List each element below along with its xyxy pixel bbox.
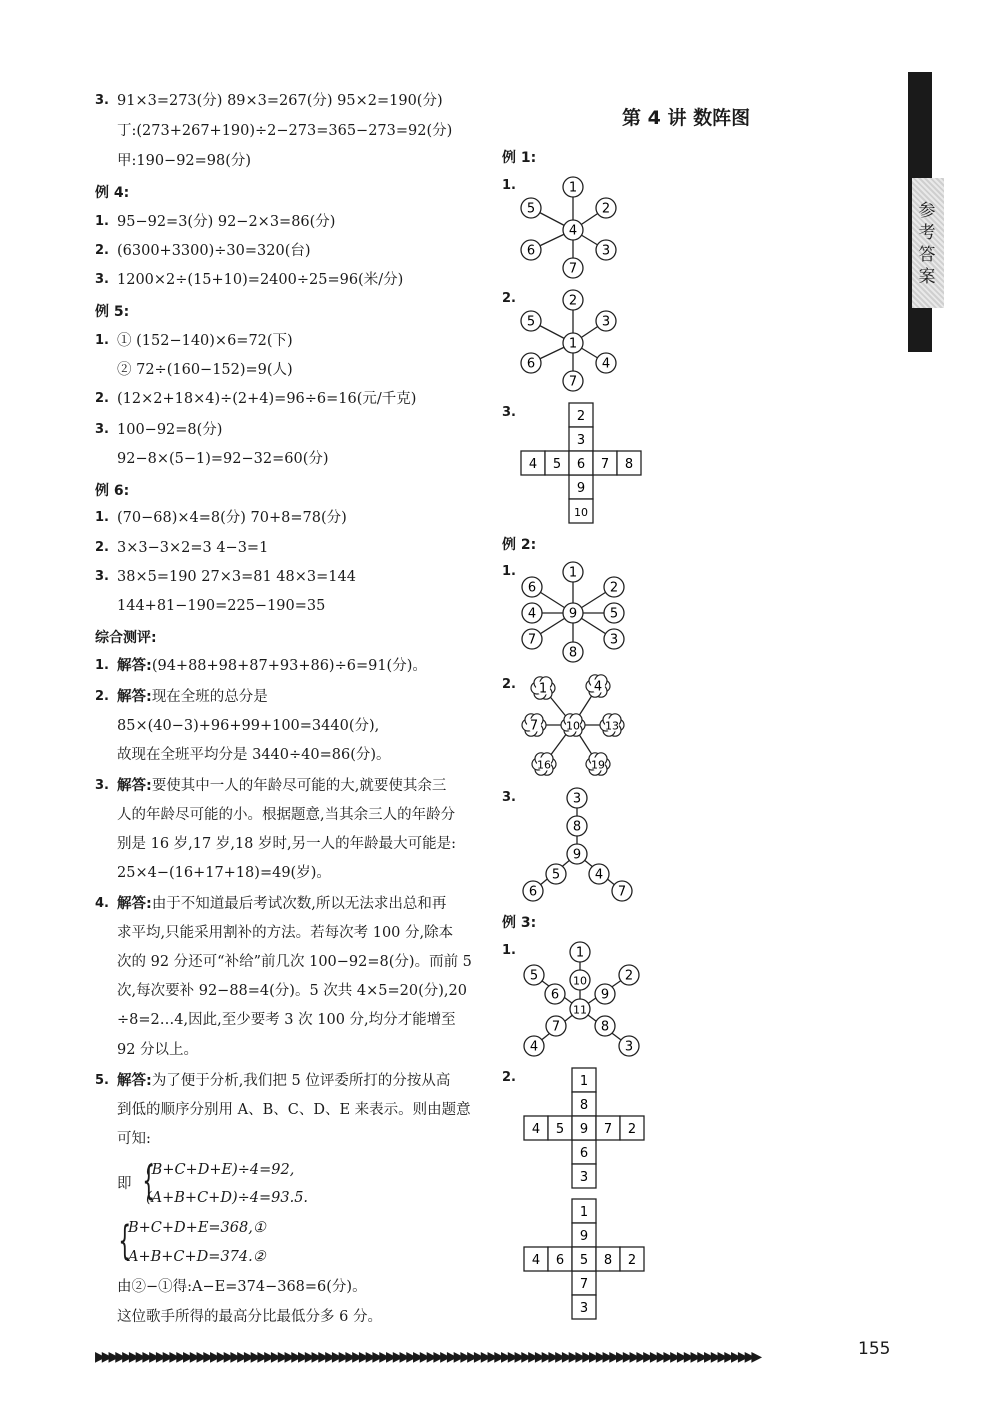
answer-text: 92 分以上。: [117, 1042, 199, 1058]
number-label: 6: [579, 1146, 589, 1161]
number-label: 10: [566, 719, 580, 733]
answer-text: 要使其中一人的年龄尽可能的大,就要使其余三: [151, 778, 447, 794]
footer-arrow-bar: ▶▶▶▶▶▶▶▶▶▶▶▶▶▶▶▶▶▶▶▶▶▶▶▶▶▶▶▶▶▶▶▶▶▶▶▶▶▶▶▶▶▶▶▶▶▶▶▶▶▶▶▶▶▶▶▶▶▶▶▶▶▶▶▶▶▶▶▶▶▶▶▶▶▶▶▶▶▶▶▶▶▶▶▶▶▶▶▶▶▶▶▶▶▶▶▶▶▶: [95, 1350, 759, 1364]
answer-text: (6300+3300)÷30=320(台): [117, 243, 311, 259]
brace-2: {: [118, 1218, 132, 1264]
number-label: 5: [552, 457, 562, 472]
number-label: 4: [601, 356, 611, 372]
number-label: 3: [601, 243, 611, 259]
answer-text: 即: [117, 1176, 132, 1192]
number-label: 7: [579, 1277, 589, 1292]
answer-keyword: 解答:: [117, 1073, 152, 1089]
number-label: 9: [568, 606, 578, 622]
number-label: 6: [555, 1253, 565, 1268]
number-label: 6: [527, 580, 537, 596]
number-label: 1: [579, 1205, 589, 1220]
answer-text: 甲:190−92=98(分): [117, 153, 252, 169]
number-label: 3: [624, 1039, 634, 1055]
item-number: 1.: [95, 510, 109, 525]
number-label: 6: [576, 457, 586, 472]
number-label: 4: [527, 606, 537, 622]
number-label: 2: [568, 293, 578, 309]
number-label: 3: [601, 314, 611, 330]
answer-text: ② 72÷(160−152)=9(人): [117, 362, 293, 378]
number-label: 5: [551, 867, 561, 883]
number-label: 4: [528, 457, 538, 472]
item-number: 1.: [95, 333, 109, 348]
number-label: 8: [624, 457, 634, 472]
number-label: 8: [603, 1253, 613, 1268]
page-number: 155: [858, 1339, 891, 1359]
answer-text: 38×5=190 27×3=81 48×3=144: [117, 569, 356, 585]
item-number: 3.: [95, 93, 109, 108]
answer-text: ÷8=2…4,因此,至少要考 3 次 100 分,均分才能增至: [117, 1012, 456, 1028]
ex1-item3-label: 3.: [502, 405, 516, 420]
number-label: 1: [538, 681, 548, 697]
number-label: 7: [568, 374, 578, 390]
number-label: 3: [572, 791, 582, 807]
section-heading: 例 5:: [95, 304, 130, 320]
answer-text: (12×2+18×4)÷(2+4)=96÷6=16(元/千克): [117, 391, 417, 407]
answer-text: 由于不知道最后考试次数,所以无法求出总和再: [151, 896, 447, 912]
number-label: 11: [573, 1003, 587, 1017]
number-label: 7: [551, 1019, 561, 1035]
number-label: 10: [573, 974, 587, 988]
ex3-item2-label: 2.: [502, 1070, 516, 1085]
system1-line2: (A+B+C+D)÷4=93.5.: [146, 1190, 309, 1206]
number-label: 5: [526, 201, 536, 217]
answer-text: 人的年龄尽可能的小。根据题意,当其余三人的年龄分: [117, 807, 456, 823]
answer-text: (94+88+98+87+93+86)÷6=91(分)。: [151, 658, 427, 674]
answer-text: 现在全班的总分是: [151, 689, 268, 705]
number-label: 6: [550, 987, 560, 1003]
number-label: 3: [579, 1170, 589, 1185]
number-label: 9: [600, 987, 610, 1003]
answer-text: 由②−①得:A−E=374−368=6(分)。: [117, 1279, 367, 1295]
ex3-item1-label: 1.: [502, 943, 516, 958]
example-2-heading: 例 2:: [502, 537, 537, 553]
answer-text: 144+81−190=225−190=35: [117, 598, 326, 614]
number-label: 5: [529, 968, 539, 984]
section-heading: 例 6:: [95, 483, 130, 499]
number-label: 9: [572, 847, 582, 863]
number-label: 5: [555, 1122, 565, 1137]
item-number: 2.: [95, 689, 109, 704]
item-number: 2.: [95, 391, 109, 406]
example-3-heading: 例 3:: [502, 915, 537, 931]
answer-text: 1200×2÷(15+10)=2400÷25=96(米/分): [117, 272, 404, 288]
ex2-item2-label: 2.: [502, 677, 516, 692]
number-label: 2: [627, 1253, 637, 1268]
number-label: 8: [572, 819, 582, 835]
number-label: 1: [575, 945, 585, 961]
number-label: 6: [526, 243, 536, 259]
example-1-heading: 例 1:: [502, 150, 537, 166]
number-label: 1: [568, 336, 578, 352]
number-label: 2: [576, 409, 586, 424]
item-number: 2.: [95, 540, 109, 555]
number-label: 9: [579, 1229, 589, 1244]
number-label: 3: [576, 433, 586, 448]
answer-text: 到低的顺序分别用 A、B、C、D、E 来表示。则由题意: [117, 1102, 471, 1118]
item-number: 3.: [95, 778, 109, 793]
number-label: 4: [594, 867, 604, 883]
number-label: 5: [579, 1253, 589, 1268]
answer-text: 丁:(273+267+190)÷2−273=365−273=92(分): [117, 123, 453, 139]
number-label: 7: [568, 261, 578, 277]
item-number: 1.: [95, 214, 109, 229]
number-label: 2: [609, 580, 619, 596]
number-label: 9: [576, 481, 586, 496]
item-number: 3.: [95, 422, 109, 437]
item-number: 5.: [95, 1073, 109, 1088]
answer-text: 100−92=8(分): [117, 422, 223, 438]
answer-text: 95−92=3(分) 92−2×3=86(分): [117, 214, 336, 230]
answer-text: 这位歌手所得的最高分比最低分多 6 分。: [117, 1309, 382, 1325]
system2-line1: B+C+D+E=368,①: [128, 1220, 266, 1236]
number-label: 10: [574, 506, 588, 519]
item-number: 3.: [95, 272, 109, 287]
item-number: 1.: [95, 658, 109, 673]
number-label: 4: [529, 1039, 539, 1055]
item-number: 2.: [95, 243, 109, 258]
section-heading: 例 4:: [95, 185, 130, 201]
answer-text: 求平均,只能采用割补的方法。若每次考 100 分,除本: [117, 925, 454, 941]
number-label: 7: [527, 632, 537, 648]
answer-text: 85×(40−3)+96+99+100=3440(分),: [117, 718, 380, 734]
number-label: 16: [537, 758, 551, 772]
number-label: 2: [627, 1122, 637, 1137]
answer-text: 别是 16 岁,17 岁,18 岁时,另一人的年龄最大可能是:: [117, 836, 456, 852]
answer-text: 25×4−(16+17+18)=49(岁)。: [117, 865, 331, 881]
number-label: 19: [591, 758, 605, 772]
number-label: 4: [568, 223, 578, 239]
number-label: 1: [579, 1074, 589, 1089]
number-label: 1: [568, 565, 578, 581]
item-number: 3.: [95, 569, 109, 584]
item-number: 4.: [95, 896, 109, 911]
answer-keyword: 解答:: [117, 689, 152, 705]
number-label: 5: [609, 606, 619, 622]
answer-text: 为了便于分析,我们把 5 位评委所打的分按从高: [151, 1073, 451, 1089]
number-label: 6: [526, 356, 536, 372]
number-label: 5: [526, 314, 536, 330]
answer-keyword: 解答:: [117, 778, 152, 794]
ex2-item1-label: 1.: [502, 564, 516, 579]
answer-keyword: 解答:: [117, 896, 152, 912]
answer-text: 次,每次要补 92−88=4(分)。5 次共 4×5=20(分),20: [117, 983, 467, 999]
number-label: 4: [531, 1253, 541, 1268]
ex1-item1-label: 1.: [502, 178, 516, 193]
answer-text: ① (152−140)×6=72(下): [117, 333, 293, 349]
section-heading: 综合测评:: [95, 630, 157, 646]
answer-text: 91×3=273(分) 89×3=267(分) 95×2=190(分): [117, 93, 443, 109]
number-label: 4: [593, 679, 603, 695]
number-label: 7: [617, 884, 627, 900]
answer-text: 3×3−3×2=3 4−3=1: [117, 540, 269, 556]
number-label: 7: [600, 457, 610, 472]
answer-text: 故现在全班平均分是 3440÷40=86(分)。: [117, 747, 391, 763]
number-label: 13: [605, 719, 619, 733]
system1-line1: (B+C+D+E)÷4=92,: [146, 1162, 295, 1178]
number-label: 4: [531, 1122, 541, 1137]
number-label: 2: [624, 968, 634, 984]
number-label: 7: [603, 1122, 613, 1137]
number-label: 8: [579, 1098, 589, 1113]
number-label: 8: [568, 645, 578, 661]
ex1-item2-label: 2.: [502, 291, 516, 306]
system2-line2: A+B+C+D=374.②: [128, 1249, 266, 1265]
number-label: 6: [528, 884, 538, 900]
number-label: 1: [568, 180, 578, 196]
number-label: 9: [579, 1122, 589, 1137]
side-tab-label: 参 考 答 案: [918, 201, 936, 287]
number-label: 8: [600, 1019, 610, 1035]
answer-keyword: 解答:: [117, 658, 152, 674]
number-label: 3: [609, 632, 619, 648]
answer-text: 92−8×(5−1)=92−32=60(分): [117, 451, 329, 467]
answer-text: 可知:: [117, 1131, 151, 1147]
number-label: 2: [601, 201, 611, 217]
answer-text: 次的 92 分还可“补给”前几次 100−92=8(分)。而前 5: [117, 954, 472, 970]
ex2-item3-label: 3.: [502, 790, 516, 805]
brace-1: {: [142, 1158, 156, 1204]
number-label: 7: [529, 718, 539, 734]
answer-text: (70−68)×4=8(分) 70+8=78(分): [117, 510, 347, 526]
number-label: 3: [579, 1301, 589, 1316]
lecture-title: 第 4 讲 数阵图: [622, 107, 751, 129]
